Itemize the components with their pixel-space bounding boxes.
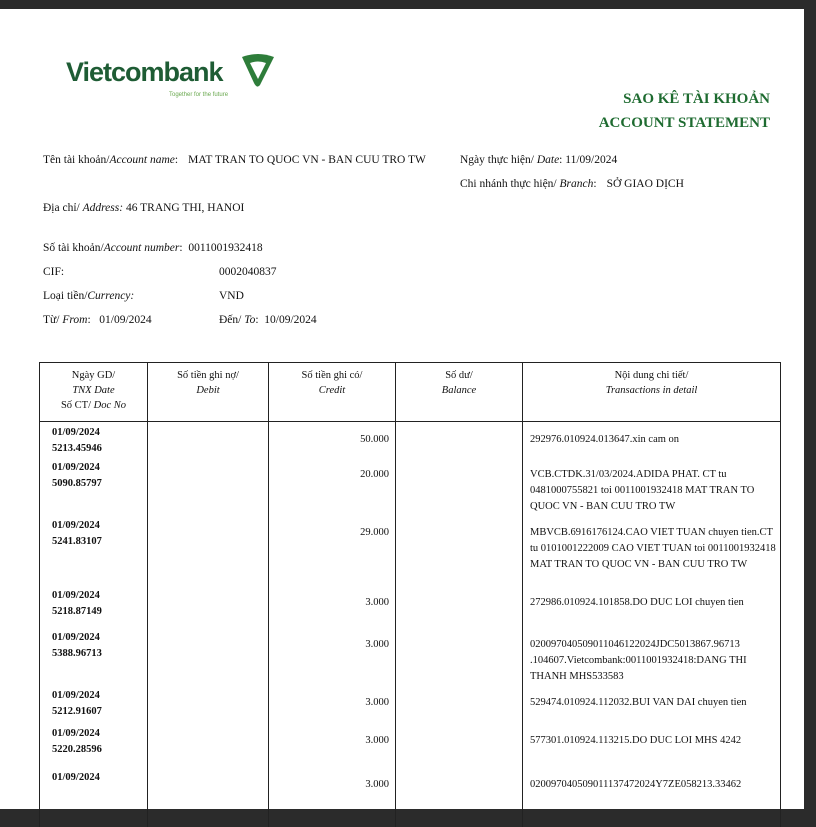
balance-cell xyxy=(396,515,523,585)
date-doc-cell xyxy=(40,767,148,827)
table-header xyxy=(40,363,781,422)
date-doc-cell xyxy=(40,685,148,723)
logo-tagline: Together for the future xyxy=(169,92,229,98)
account-name-label: Tên tài khoản/Account name: xyxy=(43,154,179,166)
debit-cell xyxy=(148,585,269,627)
txn-date: 01/09/2024 xyxy=(52,590,100,601)
date-doc-cell xyxy=(40,457,148,515)
table-row xyxy=(40,515,781,585)
credit-cell: 3.000 xyxy=(269,585,396,627)
credit-cell: 20.000 xyxy=(269,457,396,515)
debit-cell xyxy=(148,627,269,685)
title-vi: SAO KÊ TÀI KHOẢN xyxy=(623,91,770,107)
debit-cell xyxy=(148,457,269,515)
table-row xyxy=(40,767,781,827)
branch-row xyxy=(460,178,684,190)
logo-wordmark: Vietcombank xyxy=(66,57,223,87)
currency-label: Loại tiền/Currency: xyxy=(43,290,135,302)
branch-label: Chi nhánh thực hiện/ Branch: xyxy=(460,178,597,190)
table-row xyxy=(40,723,781,767)
credit-cell: 29.000 xyxy=(269,515,396,585)
branch: SỞ GIAO DỊCH xyxy=(606,178,684,190)
header-detail: Nội dung chi tiết/ Transactions in detail xyxy=(523,363,781,422)
doc-no: 5218.87149 xyxy=(52,606,102,617)
detail-cell: 529474.010924.112032.BUI VAN DAI chuyen tien xyxy=(523,685,781,723)
balance-cell xyxy=(396,767,523,827)
date-doc-cell xyxy=(40,585,148,627)
header-debit: Số tiền ghi nợ/ Debit xyxy=(148,363,269,422)
balance-cell xyxy=(396,457,523,515)
credit-cell: 50.000 xyxy=(269,422,396,458)
credit-cell: 3.000 xyxy=(269,627,396,685)
to-date: Đến/ To: 10/09/2024 xyxy=(219,314,317,326)
account-name-row xyxy=(43,154,426,166)
detail-cell: 292976.010924.013647.xin cam on xyxy=(523,422,781,458)
balance-cell xyxy=(396,723,523,767)
detail-cell: 020097040509011137472024Y7ZE058213.33462 xyxy=(523,767,781,827)
doc-no: 5241.83107 xyxy=(52,536,102,547)
txn-date: 01/09/2024 xyxy=(52,690,100,701)
detail-cell: VCB.CTDK.31/03/2024.ADIDA PHAT. CT tu 0481000755821 toi 0011001932418 MAT TRAN TO QUOC VN - BAN CUU TRO TW xyxy=(523,457,781,515)
table-row xyxy=(40,457,781,515)
txn-date: 01/09/2024 xyxy=(52,632,100,643)
balance-cell xyxy=(396,627,523,685)
logo-emblem-icon xyxy=(240,53,276,89)
table-row xyxy=(40,685,781,723)
balance-cell xyxy=(396,422,523,458)
from-date: Từ/ From: 01/09/2024 xyxy=(43,314,152,326)
header-credit: Số tiền ghi có/ Credit xyxy=(269,363,396,422)
table-row xyxy=(40,585,781,627)
detail-cell: MBVCB.6916176124.CAO VIET TUAN chuyen tien.CT tu 0101001222009 CAO VIET TUAN toi 0011001932418 MAT TRAN TO QUOC VN - BAN CUU TRO TW xyxy=(523,515,781,585)
debit-cell xyxy=(148,767,269,827)
debit-cell xyxy=(148,723,269,767)
transactions-table xyxy=(39,362,781,827)
cif: 0002040837 xyxy=(219,266,277,278)
credit-cell: 3.000 xyxy=(269,723,396,767)
execution-date: Ngày thực hiện/ Date: 11/09/2024 xyxy=(460,154,618,166)
doc-no: 5388.96713 xyxy=(52,648,102,659)
table-row xyxy=(40,422,781,458)
currency: VND xyxy=(219,290,244,302)
date-doc-cell xyxy=(40,723,148,767)
header-balance: Số dư/ Balance xyxy=(396,363,523,422)
debit-cell xyxy=(148,515,269,585)
debit-cell xyxy=(148,422,269,458)
txn-date: 01/09/2024 xyxy=(52,772,100,783)
date-doc-cell xyxy=(40,627,148,685)
header-date: Ngày GD/ TNX Date Số CT/ Doc No xyxy=(40,363,148,422)
credit-cell: 3.000 xyxy=(269,685,396,723)
address: Địa chỉ/ Address: 46 TRANG THI, HANOI xyxy=(43,202,245,214)
detail-cell: 020097040509011046122024JDC5013867.96713 .104607.Vietcombank:0011001932418:DANG THI THANH MHS533583 xyxy=(523,627,781,685)
balance-cell xyxy=(396,685,523,723)
doc-no: 5090.85797 xyxy=(52,478,102,489)
doc-no: 5220.28596 xyxy=(52,744,102,755)
balance-cell xyxy=(396,585,523,627)
date-doc-cell xyxy=(40,422,148,458)
date-doc-cell xyxy=(40,515,148,585)
statement-page xyxy=(0,9,804,809)
table-row xyxy=(40,627,781,685)
account-name: MAT TRAN TO QUOC VN - BAN CUU TRO TW xyxy=(188,154,426,166)
doc-no: 5213.45946 xyxy=(52,443,102,454)
debit-cell xyxy=(148,685,269,723)
cif-label: CIF: xyxy=(43,266,65,278)
txn-date: 01/09/2024 xyxy=(52,462,100,473)
credit-cell: 3.000 xyxy=(269,767,396,827)
detail-cell: 272986.010924.101858.DO DUC LOI chuyen tien xyxy=(523,585,781,627)
doc-no: 5212.91607 xyxy=(52,706,102,717)
txn-date: 01/09/2024 xyxy=(52,427,100,438)
title-en: ACCOUNT STATEMENT xyxy=(598,115,770,131)
detail-cell: 577301.010924.113215.DO DUC LOI MHS 4242 xyxy=(523,723,781,767)
vietcombank-logo xyxy=(66,51,276,107)
account-number: Số tài khoản/Account number: 0011001932418 xyxy=(43,242,263,254)
txn-date: 01/09/2024 xyxy=(52,520,100,531)
txn-date: 01/09/2024 xyxy=(52,728,100,739)
